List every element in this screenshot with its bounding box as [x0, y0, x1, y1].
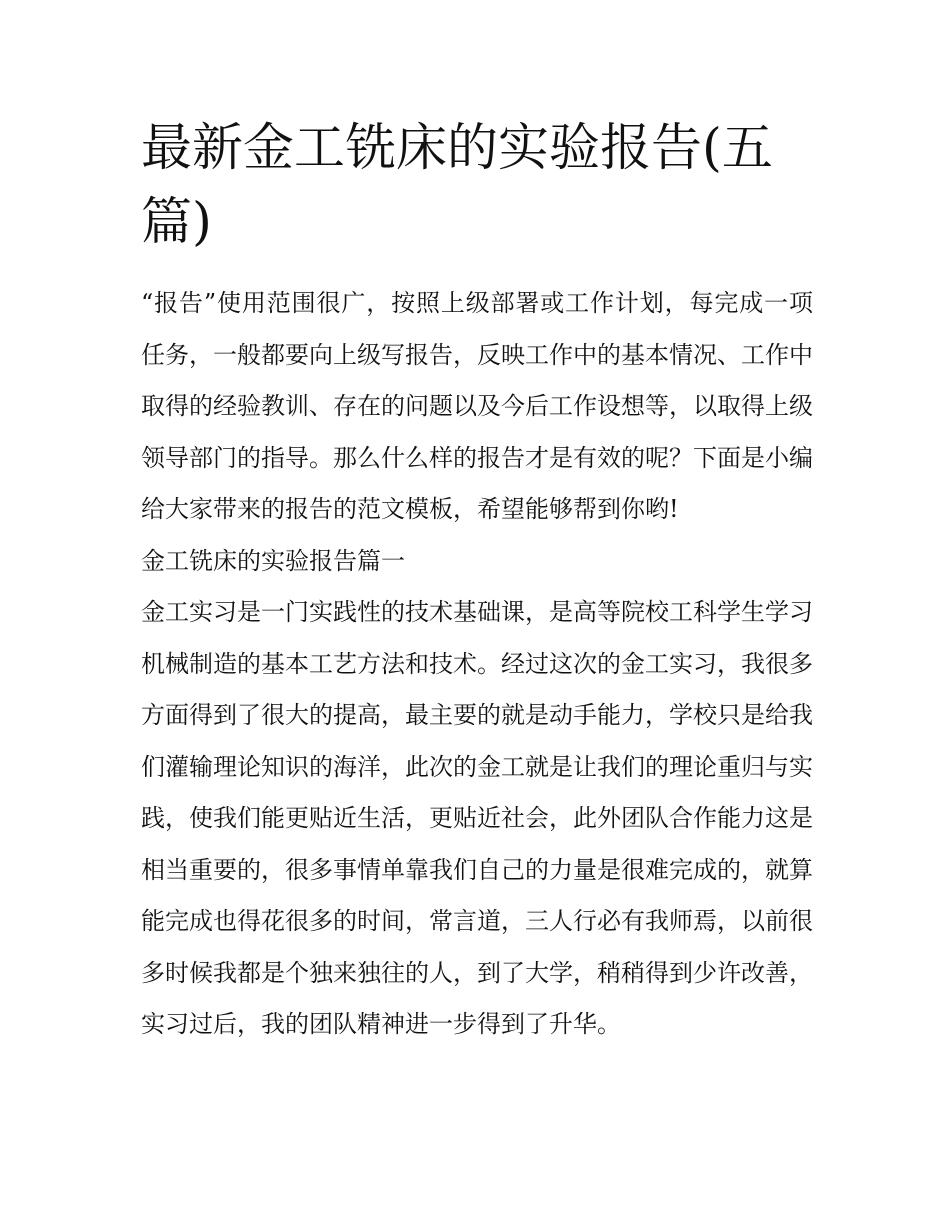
page-title: 最新金工铣床的实验报告(五篇) — [141, 119, 773, 252]
intro-paragraph: “报告”使用范围很广，按照上级部署或工作计划，每完成一项任务，一般都要向上级写报告，反映工作中的基本情况、工作中取得的经验教训、存在的问题以及今后工作设想等，以取得上级领导部门的指导。那么什么样的报告才是有效的呢？下面是小编给大家带来的报告的范文模板，希望能够帮到你哟! — [141, 289, 813, 523]
section-heading: 金工铣床的实验报告篇一 — [141, 546, 405, 575]
section-body-paragraph: 金工实习是一门实践性的技术基础课，是高等院校工科学生学习机械制造的基本工艺方法和技术。经过这次的金工实习，我很多方面得到了很大的提高，最主要的就是动手能力，学校只是给我们灌输理论知识的海洋，此次的金工就是让我们的理论重归与实践，使我们能更贴近生活，更贴近社会，此外团队合作能力这是相当重要的，很多事情单靠我们自己的力量是很难完成的，就算能完成也得花很多的时间，常言道，三人行必有我师焉，以前很多时候我都是个独来独往的人，到了大学，稍稍得到少许改善，实习过后，我的团队精神进一步得到了升华。 — [141, 598, 813, 1038]
document-content — [141, 112, 813, 1051]
